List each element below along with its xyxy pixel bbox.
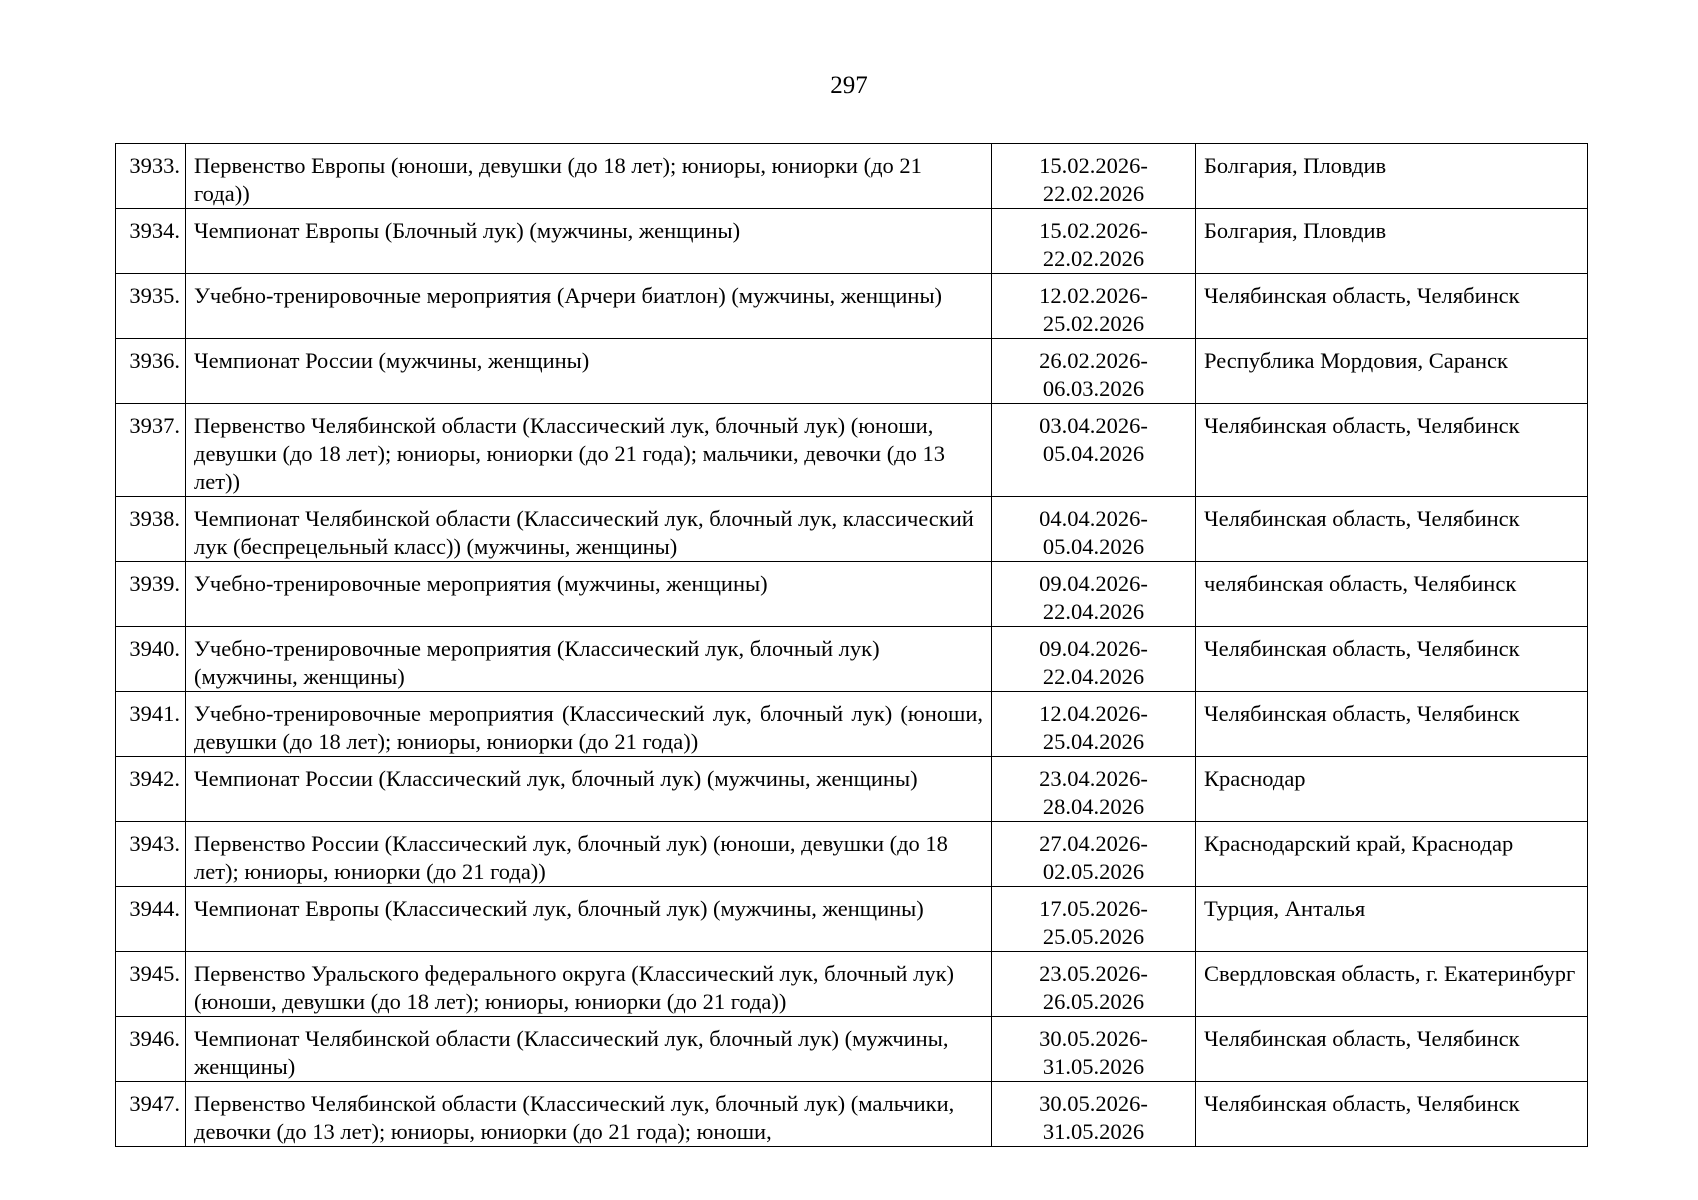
row-number: 3941. (116, 692, 186, 757)
event-place: челябинская область, Челябинск (1196, 562, 1588, 627)
date-start: 09.04.2026- (1039, 636, 1148, 661)
row-number: 3943. (116, 822, 186, 887)
date-start: 04.04.2026- (1039, 506, 1148, 531)
row-number: 3938. (116, 497, 186, 562)
event-place: Челябинская область, Челябинск (1196, 497, 1588, 562)
event-place: Республика Мордовия, Саранск (1196, 339, 1588, 404)
date-end: 31.05.2026 (1042, 1119, 1145, 1144)
date-end: 02.05.2026 (1042, 859, 1145, 884)
date-start: 17.05.2026- (1039, 896, 1148, 921)
date-start: 23.05.2026- (1039, 961, 1148, 986)
event-place: Турция, Анталья (1196, 887, 1588, 952)
date-start: 15.02.2026- (1039, 153, 1148, 178)
event-dates (992, 757, 1196, 822)
event-place: Челябинская область, Челябинск (1196, 274, 1588, 339)
table-row (116, 952, 1588, 1017)
event-dates (992, 822, 1196, 887)
date-end: 26.05.2026 (1042, 989, 1145, 1014)
event-place: Болгария, Пловдив (1196, 144, 1588, 209)
table-row (116, 692, 1588, 757)
event-place: Челябинская область, Челябинск (1196, 404, 1588, 497)
event-name: Чемпионат России (мужчины, женщины) (186, 339, 992, 404)
table-row (116, 757, 1588, 822)
row-number: 3947. (116, 1082, 186, 1147)
event-name: Первенство Европы (юноши, девушки (до 18 лет); юниоры, юниорки (до 21 года)) (186, 144, 992, 209)
row-number: 3942. (116, 757, 186, 822)
event-name: Учебно-тренировочные мероприятия (Классический лук, блочный лук) (юноши, девушки (до 18 лет); юниоры, юниорки (до 21 года)) (186, 692, 992, 757)
row-number: 3935. (116, 274, 186, 339)
date-start: 12.04.2026- (1039, 701, 1148, 726)
row-number: 3936. (116, 339, 186, 404)
row-number: 3939. (116, 562, 186, 627)
date-start: 27.04.2026- (1039, 831, 1148, 856)
date-start: 30.05.2026- (1039, 1026, 1148, 1051)
row-number: 3937. (116, 404, 186, 497)
date-end: 31.05.2026 (1042, 1054, 1145, 1079)
table-row (116, 1082, 1588, 1147)
row-number: 3946. (116, 1017, 186, 1082)
date-end: 25.02.2026 (1042, 311, 1145, 336)
event-name: Чемпионат России (Классический лук, блочный лук) (мужчины, женщины) (186, 757, 992, 822)
page-number: 297 (830, 72, 868, 99)
event-place: Челябинская область, Челябинск (1196, 1017, 1588, 1082)
table-row (116, 274, 1588, 339)
event-place: Челябинская область, Челябинск (1196, 1082, 1588, 1147)
event-name: Учебно-тренировочные мероприятия (Арчери биатлон) (мужчины, женщины) (186, 274, 992, 339)
date-start: 15.02.2026- (1039, 218, 1148, 243)
date-end: 28.04.2026 (1042, 794, 1145, 819)
table-row (116, 562, 1588, 627)
table-row (116, 144, 1588, 209)
event-name: Чемпионат Европы (Классический лук, блочный лук) (мужчины, женщины) (186, 887, 992, 952)
event-name: Чемпионат Европы (Блочный лук) (мужчины, женщины) (186, 209, 992, 274)
event-name: Учебно-тренировочные мероприятия (мужчины, женщины) (186, 562, 992, 627)
table-row (116, 209, 1588, 274)
event-name: Чемпионат Челябинской области (Классический лук, блочный лук, классический лук (беспрецельный класс)) (мужчины, женщины) (186, 497, 992, 562)
event-dates (992, 562, 1196, 627)
event-dates (992, 144, 1196, 209)
event-name: Первенство Челябинской области (Классический лук, блочный лук) (юноши, девушки (до 18 лет); юниоры, юниорки (до 21 года); мальчики, девочки (до 13 лет)) (186, 404, 992, 497)
event-name: Учебно-тренировочные мероприятия (Классический лук, блочный лук) (мужчины, женщины) (186, 627, 992, 692)
table-row (116, 339, 1588, 404)
table-row (116, 627, 1588, 692)
event-place: Краснодар (1196, 757, 1588, 822)
table-row (116, 1017, 1588, 1082)
event-place: Челябинская область, Челябинск (1196, 627, 1588, 692)
events-table (115, 143, 1588, 1147)
date-start: 26.02.2026- (1039, 348, 1148, 373)
date-end: 22.02.2026 (1042, 246, 1145, 271)
event-dates (992, 404, 1196, 497)
row-number: 3944. (116, 887, 186, 952)
date-end: 22.02.2026 (1042, 181, 1145, 206)
event-dates (992, 887, 1196, 952)
date-start: 12.02.2026- (1039, 283, 1148, 308)
event-dates (992, 952, 1196, 1017)
date-start: 30.05.2026- (1039, 1091, 1148, 1116)
event-name: Первенство России (Классический лук, блочный лук) (юноши, девушки (до 18 лет); юниоры, юниорки (до 21 года)) (186, 822, 992, 887)
table-row (116, 887, 1588, 952)
row-number: 3934. (116, 209, 186, 274)
table-row (116, 497, 1588, 562)
event-dates (992, 627, 1196, 692)
date-end: 25.04.2026 (1042, 729, 1145, 754)
date-start: 09.04.2026- (1039, 571, 1148, 596)
date-end: 05.04.2026 (1042, 534, 1145, 559)
row-number: 3940. (116, 627, 186, 692)
event-dates (992, 497, 1196, 562)
date-end: 06.03.2026 (1042, 376, 1145, 401)
event-place: Челябинская область, Челябинск (1196, 692, 1588, 757)
table-row (116, 404, 1588, 497)
row-number: 3945. (116, 952, 186, 1017)
event-dates (992, 692, 1196, 757)
event-dates (992, 209, 1196, 274)
date-start: 23.04.2026- (1039, 766, 1148, 791)
date-end: 22.04.2026 (1042, 664, 1145, 689)
date-end: 05.04.2026 (1042, 441, 1145, 466)
event-dates (992, 1082, 1196, 1147)
event-name: Первенство Челябинской области (Классический лук, блочный лук) (мальчики, девочки (до 13 лет); юниоры, юниорки (до 21 года); юноши, (186, 1082, 992, 1147)
event-name: Первенство Уральского федерального округа (Классический лук, блочный лук) (юноши, девушки (до 18 лет); юниоры, юниорки (до 21 года)) (186, 952, 992, 1017)
table-row (116, 822, 1588, 887)
date-end: 22.04.2026 (1042, 599, 1145, 624)
event-dates (992, 274, 1196, 339)
event-dates (992, 1017, 1196, 1082)
event-place: Свердловская область, г. Екатеринбург (1196, 952, 1588, 1017)
event-place: Краснодарский край, Краснодар (1196, 822, 1588, 887)
event-name: Чемпионат Челябинской области (Классический лук, блочный лук) (мужчины, женщины) (186, 1017, 992, 1082)
row-number: 3933. (116, 144, 186, 209)
date-end: 25.05.2026 (1042, 924, 1145, 949)
event-place: Болгария, Пловдив (1196, 209, 1588, 274)
date-start: 03.04.2026- (1039, 413, 1148, 438)
event-dates (992, 339, 1196, 404)
